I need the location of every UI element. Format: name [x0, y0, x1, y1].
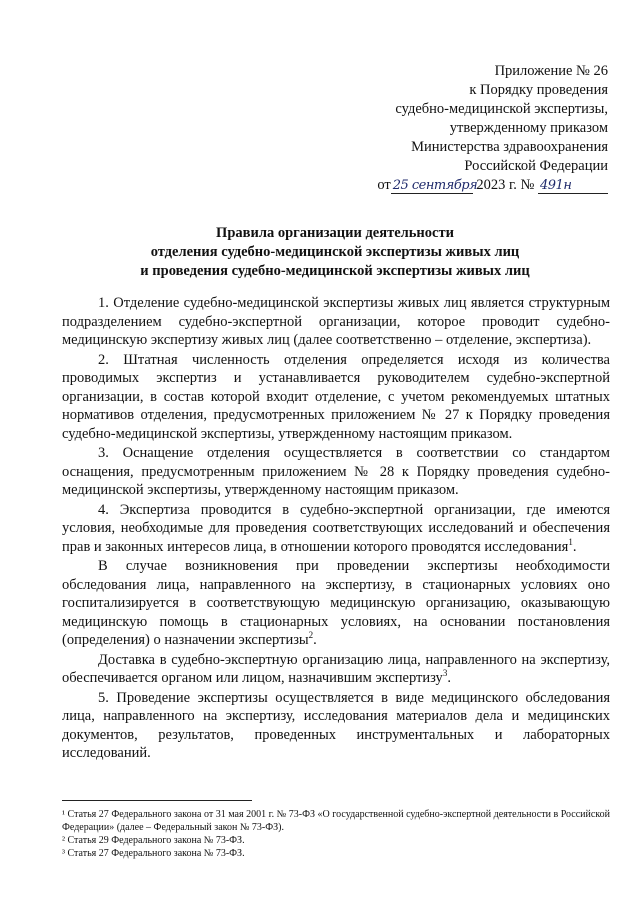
- paragraph-text: 2. Штатная численность отделения определяется исходя из количества проводимых экспертиз и устанавливается руководителем судебно-экспертной организации, в состав которой входит отделение, с учетом рекомендуемых штатных нормативов отделения, предусмотренных приложением № 27 к Порядку проведения судебно-медицинской экспертизы, утвержденному настоящим приказом.: [62, 351, 610, 442]
- footnote-ref[interactable]: 3: [442, 668, 448, 679]
- footnote: ¹ Статья 27 Федерального закона от 31 мая 2001 г. № 73-ФЗ «О государственной судебно-экспертной деятельности в Российской Федерации» (далее – Федеральный закон № 73-ФЗ).: [62, 809, 610, 833]
- paragraph: [62, 651, 610, 688]
- appendix-line: Министерства здравоохранения: [411, 139, 608, 155]
- handwritten-date: 25 сентября: [392, 178, 478, 193]
- paragraph-tail: .: [313, 632, 317, 648]
- paragraph: [62, 501, 610, 557]
- appendix-title: Приложение № 26: [494, 63, 608, 79]
- footnotes: [62, 808, 610, 860]
- order-date-number-line: [308, 176, 608, 195]
- footnote-divider: [62, 800, 252, 801]
- year-text: 2023 г. №: [476, 177, 535, 193]
- from-prefix: от: [377, 177, 391, 193]
- paragraph-text: 5. Проведение экспертизы осуществляется в виде медицинского обследования лица, направленного на экспертизу, исследования материалов дела и медицинских документов, результатов, проведенных инструментальных и лабораторных исследований.: [62, 689, 610, 761]
- paragraph-text: 3. Оснащение отделения осуществляется в соответствии со стандартом оснащения, предусмотренным приложением № 28 к Порядку проведения судебно-медицинской экспертизы, утвержденному настоящим приказом.: [62, 445, 610, 498]
- footnote: ³ Статья 27 Федерального закона № 73-ФЗ.: [62, 848, 245, 859]
- appendix-header: [308, 62, 608, 195]
- document-title: [60, 224, 610, 281]
- title-line: отделения судебно-медицинской экспертизы живых лиц: [150, 244, 520, 260]
- paragraph: [62, 689, 610, 763]
- appendix-line: судебно-медицинской экспертизы,: [395, 101, 608, 117]
- paragraph-tail: .: [572, 538, 577, 555]
- handwritten-order-number: 491н: [538, 179, 608, 194]
- paragraph: [62, 351, 610, 444]
- paragraph-text: 1. Отделение судебно-медицинской экспертизы живых лиц является структурным подразделением судебно-экспертной организации, которое проводит судебно-медицинскую экспертизу живых лиц (далее соответственно – отделение, экспертиза).: [62, 295, 610, 348]
- appendix-line: к Порядку проведения: [469, 82, 608, 98]
- footnote: ² Статья 29 Федерального закона № 73-ФЗ.: [62, 835, 245, 846]
- appendix-line: утвержденному приказом: [449, 120, 608, 136]
- paragraph: [62, 444, 610, 500]
- document-body: [62, 294, 610, 764]
- paragraph-text: 4. Экспертиза проводится в судебно-экспертной организации, где имеются условия, необходимые для проведения соответствующих исследований и обеспечения прав и законных интересов лица, в отношении которого проводятся исследования: [62, 501, 610, 555]
- paragraph: [62, 294, 610, 350]
- footnote-ref[interactable]: 1: [568, 536, 573, 547]
- appendix-line: Российской Федерации: [464, 158, 608, 174]
- paragraph-text: Доставка в судебно-экспертную организацию лица, направленного на экспертизу, обеспечивается органом или лицом, назначившим экспертизу: [62, 651, 610, 686]
- paragraph-tail: .: [447, 670, 451, 686]
- title-line: и проведения судебно-медицинской экспертизы живых лиц: [140, 263, 530, 279]
- title-line: Правила организации деятельности: [216, 225, 454, 241]
- paragraph: [62, 557, 610, 650]
- paragraph-text: В случае возникновения при проведении экспертизы необходимости обследования лица, направленного на экспертизу, в стационарных условиях оно госпитализируется в соответствующую медицинскую организацию, оказывающую медицинскую помощь в стационарных условиях, на основании постановления (определения) о назначении экспертизы: [62, 558, 610, 648]
- footnote-ref[interactable]: 2: [308, 630, 314, 641]
